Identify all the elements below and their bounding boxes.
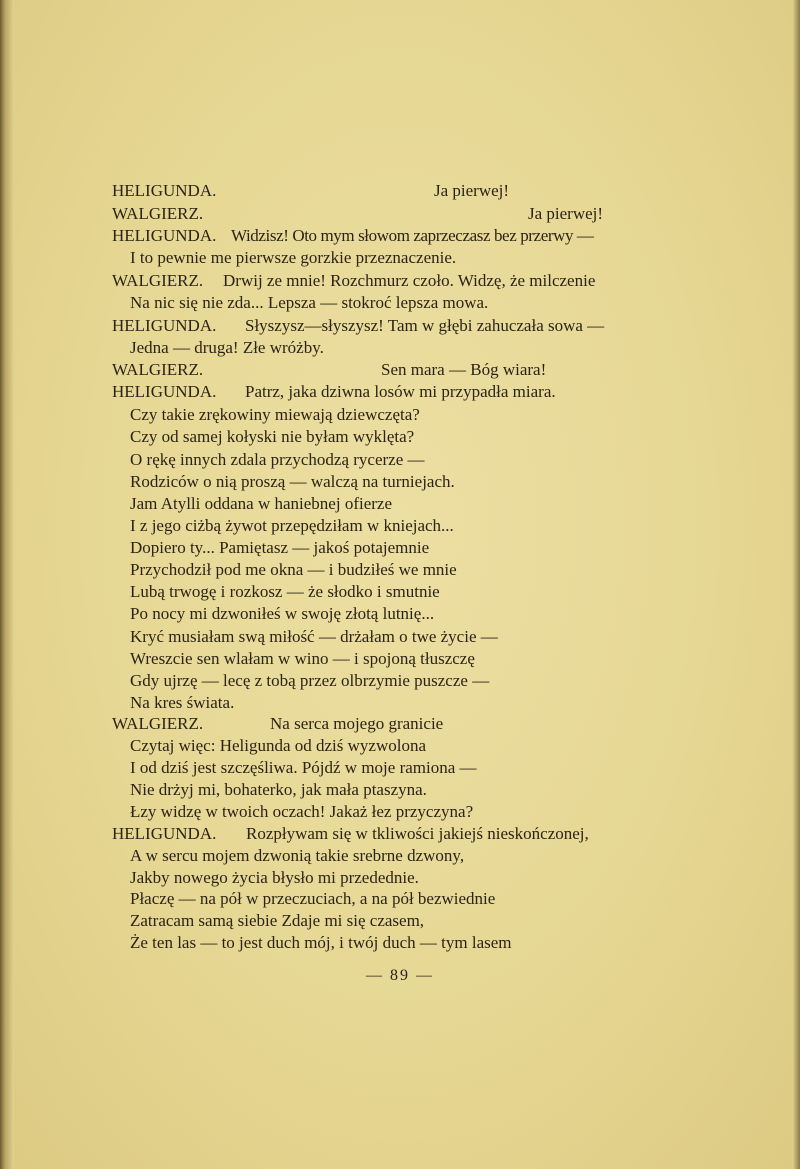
line-text: Jakby nowego życia błysło mi przedednie.: [130, 868, 419, 887]
verse-line: [0, 225, 800, 247]
speaker-name: HELIGUNDA.: [112, 181, 217, 200]
line-text: Słyszysz—słyszysz! Tam w głębi zahuczała sowa —: [245, 316, 605, 335]
verse-line: [0, 515, 800, 537]
line-text: Jedna — druga! Złe wróżby.: [130, 338, 324, 357]
line-text: Wreszcie sen wlałam w wino — i spojoną tłuszczę: [130, 649, 475, 668]
line-text: Drwij ze mnie! Rozchmurz czoło. Widzę, że milczenie: [223, 271, 596, 290]
line-text: Łzy widzę w twoich oczach! Jakaż łez przyczyna?: [130, 802, 474, 821]
verse-line: [0, 626, 800, 648]
line-text: I z jego ciżbą żywot przepędziłam w kniejach...: [130, 516, 454, 535]
line-text: Kryć musiałam swą miłość — drżałam o twe życie —: [130, 627, 498, 646]
line-text: Rodziców o nią proszą — walczą na turniejach.: [130, 472, 455, 491]
verse-line: [0, 779, 800, 801]
line-text: I to pewnie me pierwsze gorzkie przeznaczenie.: [130, 248, 457, 267]
speaker-name: WALGIERZ.: [112, 714, 204, 733]
verse-line: [0, 801, 800, 823]
line-text: Nie drżyj mi, bohaterko, jak mała ptaszyna.: [130, 780, 427, 799]
verse-line: [0, 603, 800, 625]
verse-line: [0, 315, 800, 337]
verse-line: [0, 449, 800, 471]
line-text: I od dziś jest szczęśliwa. Pójdź w moje ramiona —: [130, 758, 477, 777]
verse-line: [0, 867, 800, 889]
speaker-name: HELIGUNDA.: [112, 226, 217, 245]
verse-line: [0, 292, 800, 314]
line-text: Czy takie zrękowiny miewają dziewczęta?: [130, 405, 420, 424]
line-text: Czy od samej kołyski nie byłam wyklęta?: [130, 427, 415, 446]
speaker-name: WALGIERZ.: [112, 204, 204, 223]
speaker-name: HELIGUNDA.: [112, 824, 217, 843]
speaker-name: HELIGUNDA.: [112, 382, 217, 401]
verse-line: [0, 713, 800, 735]
line-text: Po nocy mi dzwoniłeś w swoję złotą lutnię...: [130, 604, 435, 623]
line-text: Na kres świata.: [130, 693, 235, 712]
speaker-name: WALGIERZ.: [112, 360, 204, 379]
verse-line: [0, 247, 800, 269]
verse-line: [0, 581, 800, 603]
line-text: Ja pierwej!: [528, 204, 604, 223]
line-text: Rozpływam się w tkliwości jakiejś nieskończonej,: [246, 824, 589, 843]
verse-line: [0, 180, 800, 202]
line-text: Czytaj więc: Heligunda od dziś wyzwolona: [130, 736, 427, 755]
line-text: Jam Atylli oddana w haniebnej ofierze: [130, 494, 392, 513]
line-text: Że ten las — to jest duch mój, i twój duch — tym lasem: [130, 933, 512, 952]
line-text: Na nic się nie zda... Lepsza — stokroć lepsza mowa.: [130, 293, 489, 312]
verse-line: [0, 426, 800, 448]
verse-line: [0, 823, 800, 845]
verse-line: [0, 493, 800, 515]
verse-line: [0, 203, 800, 225]
line-text: Na serca mojego granicie: [270, 714, 444, 733]
line-text: Przychodził pod me okna — i budziłeś we mnie: [130, 560, 457, 579]
line-text: Dopiero ty... Pamiętasz — jakoś potajemnie: [130, 538, 430, 557]
verse-line: [0, 670, 800, 692]
verse-line: [0, 337, 800, 359]
line-text: Ja pierwej!: [434, 181, 510, 200]
line-text: Widzisz! Oto mym słowom zaprzeczasz bez przerwy —: [231, 226, 594, 245]
verse-line: [0, 471, 800, 493]
line-text: Płaczę — na pół w przeczuciach, a na pół bezwiednie: [130, 889, 496, 908]
verse-line: [0, 692, 800, 714]
line-text: O rękę innych zdala przychodzą rycerze —: [130, 450, 425, 469]
line-text: Gdy ujrzę — lecę z tobą przez olbrzymie puszcze —: [130, 671, 490, 690]
line-text: Sen mara — Bóg wiara!: [381, 360, 547, 379]
line-text: Zatracam samą siebie Zdaje mi się czasem,: [130, 911, 425, 930]
verse-line: [0, 735, 800, 757]
line-text: Lubą trwogę i rozkosz — że słodko i smutnie: [130, 582, 440, 601]
verse-line: [0, 845, 800, 867]
verse-line: [0, 888, 800, 910]
verse-line: [0, 757, 800, 779]
verse-line: [0, 537, 800, 559]
verse-line: [0, 648, 800, 670]
verse-line: [0, 404, 800, 426]
verse-line: [0, 381, 800, 403]
page-number: — 89 —: [366, 967, 434, 984]
verse-line: [0, 559, 800, 581]
line-text: Patrz, jaka dziwna losów mi przypadła miara.: [245, 382, 556, 401]
verse-line: [0, 270, 800, 292]
line-text: A w sercu mojem dzwonią takie srebrne dzwony,: [130, 846, 465, 865]
speaker-name: WALGIERZ.: [112, 271, 204, 290]
verse-line: [0, 359, 800, 381]
verse-line: [0, 910, 800, 932]
verse-line: [0, 932, 800, 954]
speaker-name: HELIGUNDA.: [112, 316, 217, 335]
